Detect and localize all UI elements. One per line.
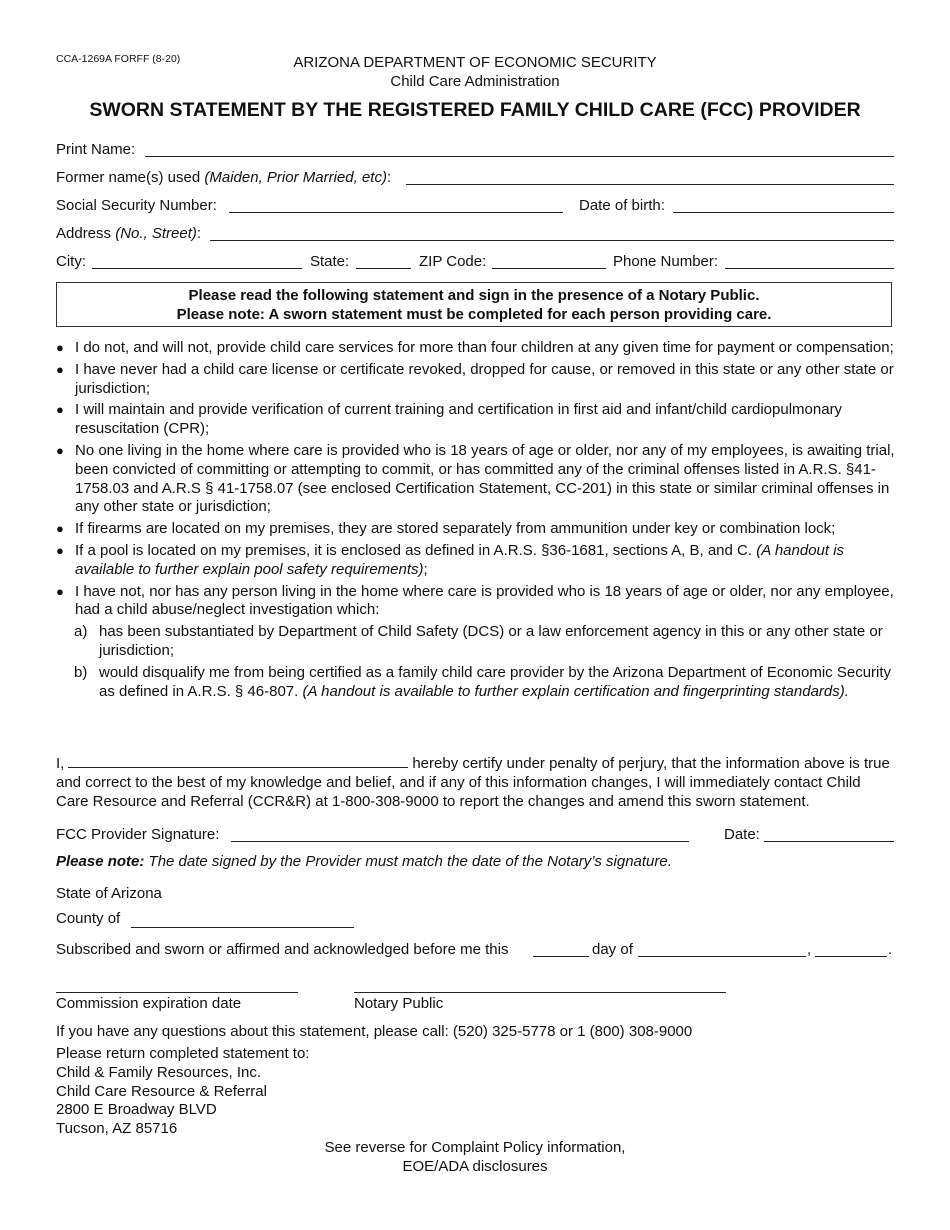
commission-label: Commission expiration date [56,995,242,1012]
year-field[interactable] [815,956,887,957]
phone-field[interactable] [725,268,894,269]
comma-mark: , [807,941,812,958]
bullet-icon: ● [56,583,64,599]
list-item: ● I have never had a child care license or certificate revoked, dropped for cause, or removed in this state or any other state or jurisdiction; [56,360,894,397]
day-of-label: day of [592,941,633,958]
bullet-icon: ● [56,542,64,558]
ssn-field[interactable] [229,212,563,213]
notary-notice-box [56,282,892,327]
bullet-icon: ● [56,442,64,458]
list-item: ● I do not, and will not, provide child care services for more than four children at any given time for payment or compensation; [56,339,894,356]
reverse-note: See reverse for Complaint Policy information, EOE/ADA disclosures [324,1139,626,1175]
list-item: ● If a pool is located on my premises, it is enclosed as defined in A.R.S. §36-1681, sections A, B, and C. (A handout is available to further explain pool safety requirements); [56,541,845,578]
county-field[interactable] [131,927,354,928]
certification-paragraph: I, hereby certify under penalty of perjury, that the information above is true and correct to the best of my knowledge and belief, and if any of this information changes, I will immediately contact Child Care Resource and Referral (CCR&R) at 1-800-308-9000 to report the changes and amend this sworn statement. [56,755,890,810]
period-mark: . [888,941,893,958]
list-item: ● I will maintain and provide verification of current training and certification in first aid and infant/child cardiopulmonary resuscitation (CPR); [56,401,843,438]
phone-label: Phone Number: [613,253,719,270]
city-label: City: [56,253,86,270]
notary-state: State of Arizona [56,885,162,902]
sub-item-a: a) has been substantiated by Department of Child Safety (DCS) or a law enforcement agency in this or any other state or jurisdiction; [74,623,883,659]
sub-item-b: b) would disqualify me from being certified as a family child care provider by the Arizona Department of Economic Security as defined in A.R.S. § 46-807. (A handout is available to further explain certification and fingerprinting standards). [74,663,892,700]
certifier-name-field[interactable] [68,755,408,768]
bullet-icon: ● [56,340,64,355]
form-code: CCA-1269A FORFF (8-20) [56,53,181,65]
statements-list [56,339,896,704]
bullet-icon: ● [56,521,64,537]
former-names-field[interactable] [406,184,894,185]
bullet-icon: ● [56,361,64,377]
address-field[interactable] [210,240,894,241]
list-item: ● I have not, nor has any person living in the home where care is provided who is 18 years of age or older, nor any employee, had a child abuse/neglect investigation which: [56,582,894,619]
notice-line-1: Please read the following statement and sign in the presence of a Notary Public. [188,287,760,304]
address-label: Address (No., Street): [56,225,202,242]
list-item: ● If firearms are located on my premises, they are stored separately from ammunition under key or combination lock; [56,520,836,538]
city-field[interactable] [92,268,302,269]
signature-date-label: Date: [724,826,760,843]
bullet-icon: ● [56,402,64,418]
notary-public-label: Notary Public [354,995,444,1012]
agency-name: ARIZONA DEPARTMENT OF ECONOMIC SECURITY [293,54,657,71]
agency-heading [0,53,950,91]
signature-note: Please note: The date signed by the Provider must match the date of the Notary’s signature. [56,853,672,870]
day-field[interactable] [533,956,589,957]
former-names-label: Former name(s) used (Maiden, Prior Married, etc): [56,169,392,186]
print-name-field[interactable] [145,156,894,157]
zip-field[interactable] [492,268,606,269]
provider-signature-field[interactable] [231,841,689,842]
notice-line-2: Please note: A sworn statement must be completed for each person providing care. [176,305,772,323]
notary-signature-field[interactable] [354,992,726,993]
ssn-label: Social Security Number: [56,197,217,214]
county-label: County of [56,910,121,927]
division-name: Child Care Administration [390,73,560,90]
state-field[interactable] [356,268,411,269]
state-label: State: [310,253,350,270]
dob-label: Date of birth: [579,197,665,214]
page-title: SWORN STATEMENT BY THE REGISTERED FAMILY CHILD CARE (FCC) PROVIDER [89,99,861,121]
subscribed-text: Subscribed and sworn or affirmed and acknowledged before me this [56,941,509,958]
questions-line: If you have any questions about this statement, please call: (520) 325-5778 or 1 (800) 308-9000 [56,1023,693,1040]
month-field[interactable] [638,956,806,957]
zip-label: ZIP Code: [419,253,487,270]
dob-field[interactable] [673,212,894,213]
print-name-label: Print Name: [56,141,136,158]
commission-date-field[interactable] [56,992,298,993]
signature-date-field[interactable] [764,841,894,842]
provider-signature-label: FCC Provider Signature: [56,826,220,843]
list-item: ● No one living in the home where care is provided who is 18 years of age or older, nor any of my employees, is awaiting trial, been convicted of committing or attempting to commit, or has committed any of the criminal offenses listed in A.R.S. §41-1758.03 and A.R.S § 41-1758.07 (see enclosed Certification Statement, CC-201) in this state or similar criminal offenses in any other state or jurisdiction; [56,441,895,516]
return-address: Please return completed statement to: Child & Family Resources, Inc. Child Care Resource & Referral 2800 E Broadway BLVD Tucson, AZ 85716 [56,1045,310,1138]
